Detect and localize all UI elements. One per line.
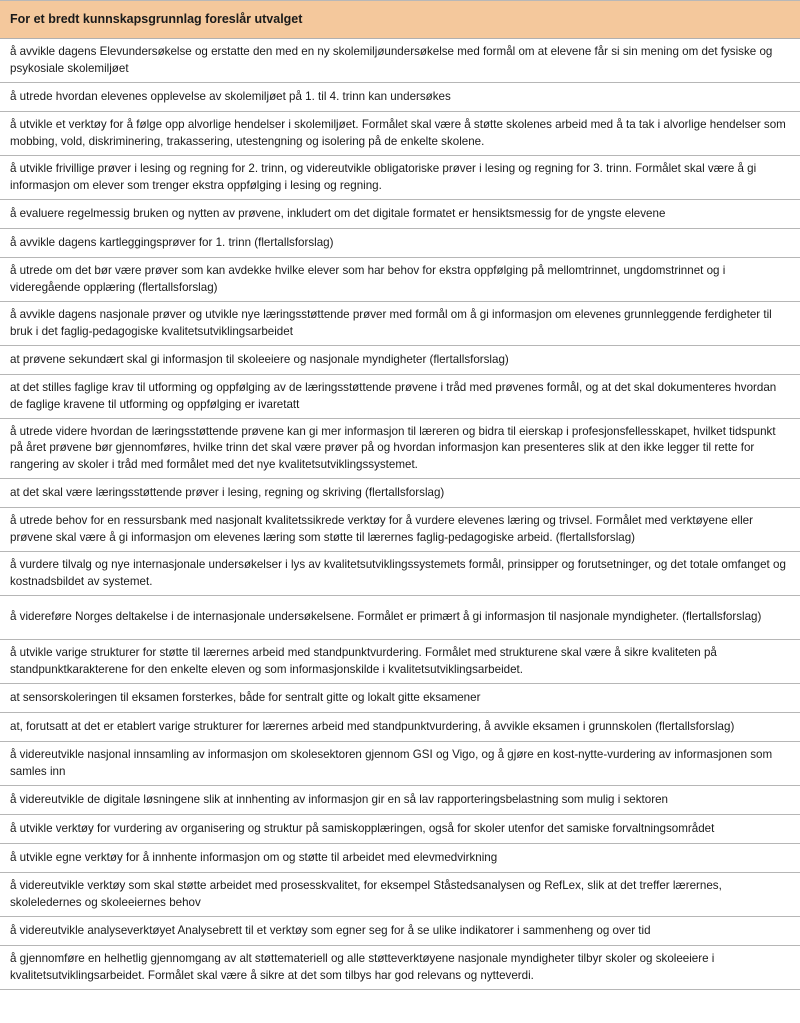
row-text: å gjennomføre en helhetlig gjennomgang av alt støttemateriell og alle støtteverktøyene nasjonale myndigheter tilbyr skoler og skoleeiere i kvalitetsutviklingsarbeidet. Formålet skal være å sikre at det som tilbys har god relevans og nytteverdi. (10, 952, 715, 982)
row-text: å avvikle dagens kartleggingsprøver for 1. trinn (flertallsforslag) (10, 235, 334, 249)
row-text: å utrede videre hvordan de læringsstøttende prøvene kan gi mer informasjon til læreren og bidra til eierskap i profesjonsfellesskapet, hvilket tidspunkt på året prøvene bør gjennomføres, hvilke trinn det skal være prøver på og hvordan informasjon kan presenteres slik at den ikke legger til rette for rangering av skoler i tråd med formålet med det nye kvalitetsutviklingssystemet. (10, 424, 776, 471)
row-text: at det skal være læringsstøttende prøver i lesing, regning og skriving (flertallsforslag) (10, 485, 445, 499)
table-row (0, 258, 800, 302)
table-header-title: For et bredt kunnskapsgrunnlag foreslår utvalget (10, 12, 303, 26)
row-text: å utvikle egne verktøy for å innhente informasjon om og støtte til arbeidet med elevmedvirkning (10, 850, 498, 864)
row-text: å avvikle dagens Elevundersøkelse og erstatte den med en ny skolemiljøundersøkelse med formål om at elevene får si sin mening om det fysiske og psykosiale skolemiljøet (10, 45, 773, 75)
table-row (0, 229, 800, 258)
row-text: å utvikle frivillige prøver i lesing og regning for 2. trinn, og videreutvikle obligatoriske prøver i lesing og regning for 3. trinn. Formålet skal være å gi informasjon om elever som trenger ekstra oppfølging i lesing og regning. (10, 162, 757, 192)
row-text: å utvikle varige strukturer for støtte til lærernes arbeid med standpunktvurdering. Formålet med strukturene skal være å sikre kvaliteten på standpunktkarakterene for den enkelte eleven og som informasjonskilde i kvalitetsutviklingsarbeidet. (10, 646, 717, 676)
table-row (0, 684, 800, 713)
row-text: å utrede behov for en ressursbank med nasjonalt kvalitetssikrede verktøy for å vurdere elevenes læring og trivsel. Formålet med verktøyene eller prøvene skal være å gi informasjon om elevenes læring som støtte til lærernes faglig-pedagogiske arbeid. (flertallsforslag) (10, 514, 753, 544)
table-row (0, 946, 800, 990)
table-row (0, 873, 800, 917)
table-row (0, 346, 800, 375)
table-row (0, 640, 800, 684)
table-row (0, 786, 800, 815)
table-row (0, 200, 800, 229)
table-row (0, 156, 800, 200)
row-text: at prøvene sekundært skal gi informasjon til skoleeiere og nasjonale myndigheter (flertallsforslag) (10, 352, 509, 366)
row-text: å videreutvikle verktøy som skal støtte arbeidet med prosesskvalitet, for eksempel Ståstedsanalysen og RefLex, slik at det treffer lærernes, skoleledernes og skoleeiernes behov (10, 879, 722, 909)
table-row (0, 917, 800, 946)
row-text: å utrede hvordan elevenes opplevelse av skolemiljøet på 1. til 4. trinn kan undersøkes (10, 89, 451, 103)
row-text: at det stilles faglige krav til utforming og oppfølging av de læringsstøttende prøvene i tråd med prøvenes formål, og at det skal dokumenteres hvordan de faglige kravene til utforming og oppfølging er ivaretatt (10, 381, 777, 411)
row-text: å videreutvikle de digitale løsningene slik at innhenting av informasjon gir en så lav rapporteringsbelastning som mulig i sektoren (10, 792, 668, 806)
table-row (0, 742, 800, 786)
table-row (0, 508, 800, 552)
table-row (0, 596, 800, 640)
table-row (0, 815, 800, 844)
row-text: at, forutsatt at det er etablert varige strukturer for lærernes arbeid med standpunktvurdering, å avvikle eksamen i grunnskolen (flertallsforslag) (10, 719, 735, 733)
row-text: at sensorskoleringen til eksamen forsterkes, både for sentralt gitte og lokalt gitte eksamener (10, 690, 481, 704)
row-text: å utvikle et verktøy for å følge opp alvorlige hendelser i skolemiljøet. Formålet skal være å støtte skolenes arbeid med å ta tak i alvorlige hendelser som mobbing, vold, diskriminering, trakassering, utestengning og isolering på de enkelte skolene. (10, 118, 786, 148)
table-header (0, 1, 800, 39)
table-row (0, 302, 800, 346)
row-text: å utrede om det bør være prøver som kan avdekke hvilke elever som har behov for ekstra oppfølging på mellomtrinnet, ungdomstrinnet og i videregående opplæring (flertallsforslag) (10, 264, 726, 294)
row-text: å utvikle verktøy for vurdering av organisering og struktur på samiskopplæringen, også for skoler utenfor det samiske forvaltningsområdet (10, 821, 715, 835)
row-text: å avvikle dagens nasjonale prøver og utvikle nye læringsstøttende prøver med formål om å gi informasjon om elevenes grunnleggende ferdigheter til bruk i det faglig-pedagogiske kvalitetsutviklingsarbeidet (10, 308, 772, 338)
table-row (0, 844, 800, 873)
table-row (0, 112, 800, 156)
row-text: å evaluere regelmessig bruken og nytten av prøvene, inkludert om det digitale formatet er hensiktsmessig for de yngste elevene (10, 206, 666, 220)
table-row (0, 419, 800, 479)
table-row (0, 552, 800, 596)
row-text: å vurdere tilvalg og nye internasjonale undersøkelser i lys av kvalitetsutviklingssystemets formål, prinsipper og forutsetninger, og det totale omfanget og kostnadsbildet av systemet. (10, 558, 786, 588)
table-row (0, 375, 800, 419)
row-text: å videreutvikle analyseverktøyet Analysebrett til et verktøy som egner seg for å se ulike indikatorer i sammenheng og over tid (10, 923, 651, 937)
table-row (0, 83, 800, 112)
row-text: å videreføre Norges deltakelse i de internasjonale undersøkelsene. Formålet er primært å gi informasjon til nasjonale myndigheter. (flertallsforslag) (10, 610, 762, 624)
table-row (0, 39, 800, 83)
row-text: å videreutvikle nasjonal innsamling av informasjon om skolesektoren gjennom GSI og Vigo, og å gjøre en kost-nytte-vurdering av informasjonen som samles inn (10, 748, 773, 778)
table-row (0, 479, 800, 508)
table-row (0, 713, 800, 742)
